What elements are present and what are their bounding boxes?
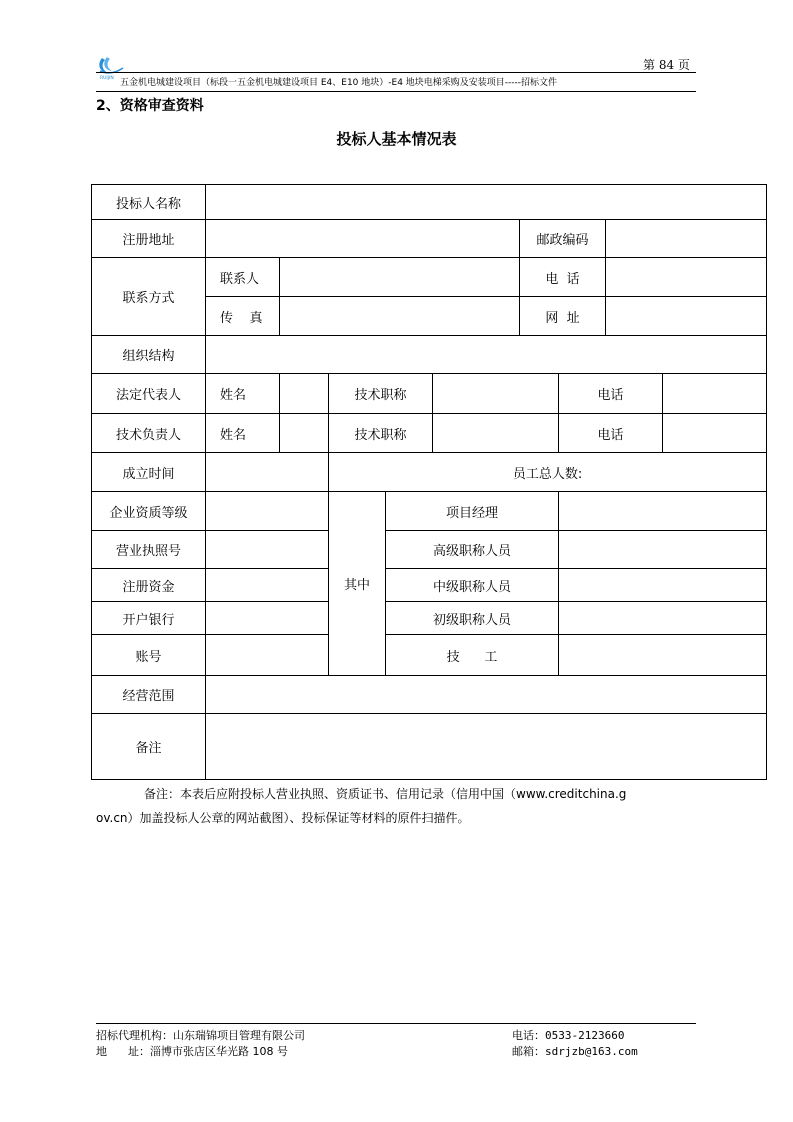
label-legal-rep-name: 姓名: [206, 374, 280, 414]
field-legal-rep-title[interactable]: [433, 374, 559, 414]
header-rule-top: [96, 72, 696, 73]
label-middle-staff: 中级职称人员: [386, 569, 559, 602]
footer-agency-value: 山东瑞锦项目管理有限公司: [173, 1029, 305, 1042]
footer-address: [96, 1043, 288, 1059]
label-license-no: 营业执照号: [92, 531, 206, 569]
footer-address-value: 淄博市张店区华光路 108 号: [149, 1045, 288, 1058]
footer-agency: [96, 1027, 305, 1043]
field-postal-code[interactable]: [606, 220, 767, 258]
note-line-2: ov.cn）加盖投标人公章的网站截图）、投标保证等材料的原件扫描件。: [96, 811, 470, 825]
svg-text:RUIJIN: RUIJIN: [100, 76, 114, 80]
label-tech-lead-name: 姓名: [206, 414, 280, 453]
header-rule-bottom: [96, 91, 696, 92]
footer-email: [512, 1043, 638, 1059]
field-business-scope[interactable]: [206, 676, 767, 714]
label-project-manager: 项目经理: [386, 492, 559, 531]
label-bidder-name: 投标人名称: [92, 185, 206, 220]
label-legal-rep-tel: 电话: [559, 374, 663, 414]
label-phone: 电 话: [520, 258, 606, 297]
note-line-1: 备注：本表后应附投标人营业执照、资质证书、信用记录（信用中国（www.creditchina.g: [144, 787, 627, 801]
label-tech-lead-title: 技术职称: [329, 414, 433, 453]
label-contact-person: 联系人: [206, 258, 280, 297]
label-reg-address: 注册地址: [92, 220, 206, 258]
label-tech-lead: 技术负责人: [92, 414, 206, 453]
field-phone[interactable]: [606, 258, 767, 297]
footer-phone-value: 0533-2123660: [545, 1029, 625, 1042]
label-tech-lead-tel: 电话: [559, 414, 663, 453]
label-of-which: 其中: [329, 492, 386, 676]
label-senior-staff: 高级职称人员: [386, 531, 559, 569]
field-reg-capital[interactable]: [206, 569, 329, 602]
label-established: 成立时间: [92, 453, 206, 492]
field-established[interactable]: [206, 453, 329, 492]
field-legal-rep-name[interactable]: [280, 374, 329, 414]
field-reg-address[interactable]: [206, 220, 520, 258]
label-website: 网 址: [520, 297, 606, 336]
footer-agency-label: 招标代理机构：: [96, 1029, 173, 1042]
page-number: 第 84 页: [643, 58, 690, 72]
bidder-info-table: [91, 184, 767, 780]
field-fax[interactable]: [280, 297, 520, 336]
label-staff-total: 员工总人数:: [329, 453, 767, 492]
field-contact-person[interactable]: [280, 258, 520, 297]
footer-email-label: 邮箱：: [512, 1045, 545, 1058]
project-title-line: 五金机电城建设项目（标段一五金机电城建设项目 E4、E10 地块）-E4 地块电梯采购及安装项目-----招标文件: [120, 78, 558, 88]
footer-email-value[interactable]: sdrjzb@163.com: [545, 1045, 638, 1058]
table-note: [96, 782, 696, 830]
label-legal-rep-title: 技术职称: [329, 374, 433, 414]
field-remarks[interactable]: [206, 714, 767, 780]
footer-rule: [96, 1023, 696, 1024]
label-business-scope: 经营范围: [92, 676, 206, 714]
label-qualification: 企业资质等级: [92, 492, 206, 531]
field-tech-lead-tel[interactable]: [663, 414, 767, 453]
field-license-no[interactable]: [206, 531, 329, 569]
field-legal-rep-tel[interactable]: [663, 374, 767, 414]
label-postal-code: 邮政编码: [520, 220, 606, 258]
field-qualification[interactable]: [206, 492, 329, 531]
label-account-no: 账号: [92, 635, 206, 676]
field-technician[interactable]: [559, 635, 767, 676]
footer-phone: [512, 1027, 624, 1043]
field-junior-staff[interactable]: [559, 602, 767, 635]
label-technician: 技 工: [386, 635, 559, 676]
field-bidder-name[interactable]: [206, 185, 767, 220]
label-contact-method: 联系方式: [92, 258, 206, 336]
label-fax: 传 真: [206, 297, 280, 336]
field-account-no[interactable]: [206, 635, 329, 676]
field-project-manager[interactable]: [559, 492, 767, 531]
section-title: 2、资格审查资料: [96, 98, 204, 114]
document-title: 投标人基本情况表: [336, 130, 457, 148]
field-tech-lead-title[interactable]: [433, 414, 559, 453]
field-org-structure[interactable]: [206, 336, 767, 374]
field-bank[interactable]: [206, 602, 329, 635]
field-website[interactable]: [606, 297, 767, 336]
footer-phone-label: 电话：: [512, 1029, 545, 1042]
label-junior-staff: 初级职称人员: [386, 602, 559, 635]
field-middle-staff[interactable]: [559, 569, 767, 602]
label-remarks: 备注: [92, 714, 206, 780]
footer-address-label: 地 址：: [96, 1045, 150, 1058]
field-tech-lead-name[interactable]: [280, 414, 329, 453]
label-reg-capital: 注册资金: [92, 569, 206, 602]
label-bank: 开户银行: [92, 602, 206, 635]
field-senior-staff[interactable]: [559, 531, 767, 569]
label-org-structure: 组织结构: [92, 336, 206, 374]
label-legal-rep: 法定代表人: [92, 374, 206, 414]
